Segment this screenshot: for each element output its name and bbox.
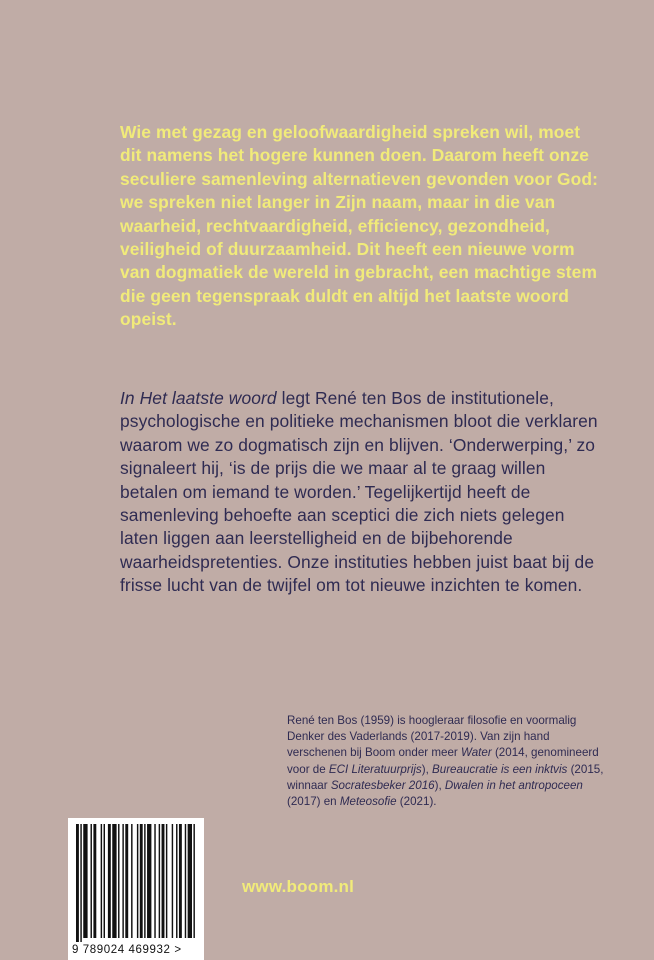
barcode-bar: [159, 824, 160, 938]
award-eci: ECI Literatuurprijs: [328, 762, 422, 776]
barcode-bar: [76, 824, 79, 942]
author-bio: [287, 713, 607, 810]
book-title-bureaucratie: Bureaucratie is een inktvis: [432, 762, 568, 776]
barcode: [68, 818, 204, 960]
barcode-bar: [101, 824, 102, 938]
barcode-digits: 9 789024 469932 >: [72, 944, 182, 956]
barcode-bar: [83, 824, 87, 938]
author-bio-text: (2014, genomineerd voor de: [287, 746, 599, 776]
barcode-bar: [122, 824, 123, 938]
description-body: legt René ten Bos de institutionele, psychologische en politieke mechanismen bloot die verklaren waarom we zo dogmatisch zijn en blijven. ‘Onderwerping,’ zo signaleert hij, ‘is de prijs die we maar al te graag willen betalen om iemand te worden.’ Tegelijkertijd heeft de samenleving behoefte aan sceptici die zich niets gelegen laten liggen aan leerstelligheid en de bijbehorende waarheidspretenties. Onze instituties hebben juist baat bij de frisse lucht van de twijfel om tot nieuwe inzichten te komen.: [120, 388, 598, 596]
barcode-bar: [118, 824, 119, 938]
barcode-bar: [91, 824, 92, 938]
barcode-bar: [104, 824, 105, 938]
author-bio-text: (2017) en: [287, 795, 340, 809]
barcode-bar: [93, 824, 96, 938]
barcode-bar: [144, 824, 145, 938]
barcode-bar: [80, 824, 81, 942]
author-bio-text: René ten Bos (1959) is hoogleraar filosofie en voormalig Denker des Vaderlands (2017-2019). Van zijn hand verschenen bij Boom onder meer: [287, 714, 577, 760]
barcode-bar: [193, 824, 194, 938]
barcode-bar: [179, 824, 182, 938]
barcode-bar: [147, 824, 151, 938]
author-bio-text: ),: [421, 762, 433, 776]
barcode-bar: [137, 824, 138, 938]
book-title-italic: In Het laatste woord: [120, 388, 277, 408]
book-title-water: Water: [461, 746, 492, 760]
barcode-bar: [131, 824, 132, 938]
book-title-dwalen: Dwalen in het antropoceen: [444, 778, 583, 792]
author-bio-text: (2021).: [396, 795, 437, 809]
book-description: [120, 387, 600, 598]
book-title-meteosofie: Meteosofie: [339, 795, 397, 809]
barcode-bar: [166, 824, 167, 938]
barcode-bar: [188, 824, 192, 938]
barcode-bar: [185, 824, 186, 938]
author-bio-text: ),: [434, 778, 445, 792]
barcode-bar: [112, 824, 116, 938]
barcode-bar: [108, 824, 111, 938]
barcode-bar: [176, 824, 177, 938]
barcode-bar: [154, 824, 155, 938]
website-url: www.boom.nl: [242, 877, 355, 896]
barcode-bar: [125, 824, 128, 938]
barcode-bar: [140, 824, 143, 938]
barcode-bar: [162, 824, 165, 938]
author-bio-text: (2015, winnaar: [287, 762, 604, 792]
barcode-bars: [68, 818, 204, 942]
blurb-text: Wie met gezag en geloofwaardigheid spreken wil, moet dit namens het hogere kunnen doen. Daarom heeft onze seculiere samenleving alternatieven gevonden voor God: we spreken niet langer in Zijn naam, maar in die van waarheid, rechtvaardigheid, efficiency, gezondheid, veiligheid of duurzaamheid. Dit heeft een nieuwe vorm van dogmatiek de wereld in gebracht, een machtige stem die geen tegenspraak duldt en altijd het laatste woord opeist.: [120, 122, 598, 330]
barcode-bar: [172, 824, 173, 938]
award-socratesbeker: Socratesbeker 2016: [330, 778, 435, 792]
